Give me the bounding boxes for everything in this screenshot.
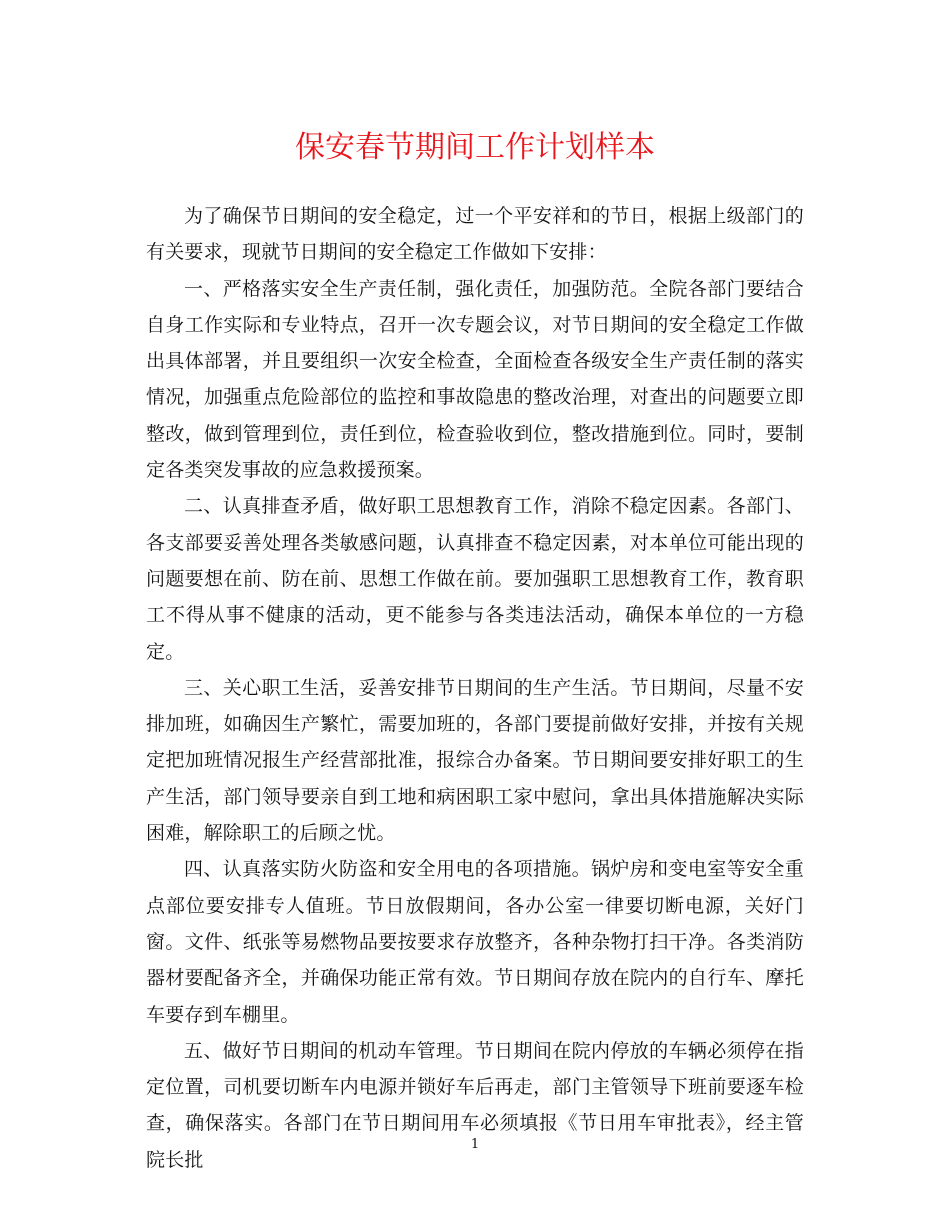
document-body xyxy=(146,198,804,1178)
paragraph-intro: 为了确保节日期间的安全稳定，过一个平安祥和的节日，根据上级部门的有关要求，现就节日期间的安全稳定工作做如下安排： xyxy=(146,205,804,264)
paragraph-section-2: 二、认真排查矛盾，做好职工思想教育工作，消除不稳定因素。各部门、各支部要妥善处理各类敏感问题，认真排查不稳定因素，对本单位可能出现的问题要想在前、防在前、思想工作做在前。要加强职工思想教育工作，教育职工不得从事不健康的活动，更不能参与各类违法活动，确保本单位的一方稳定。 xyxy=(146,495,804,663)
page-number: 1 xyxy=(470,1137,480,1152)
paragraph-section-3: 三、关心职工生活，妥善安排节日期间的生产生活。节日期间，尽量不安排加班，如确因生产繁忙，需要加班的，各部门要提前做好安排，并按有关规定把加班情况报生产经营部批准，报综合办备案。节日期间要安排好职工的生产生活，部门领导要亲自到工地和病困职工家中慰问，拿出具体措施解决实际困难，解除职工的后顾之忧。 xyxy=(146,676,804,845)
paragraph-section-4: 四、认真落实防火防盗和安全用电的各项措施。锅炉房和变电室等安全重点部位要安排专人值班。节日放假期间，各办公室一律要切断电源，关好门窗。文件、纸张等易燃物品要按要求存放整齐，各种杂物打扫干净。各类消防器材要配备齐全，并确保功能正常有效。节日期间存放在院内的自行车、摩托车要存到车棚里。 xyxy=(146,858,804,1026)
document-title: 保安春节期间工作计划样本 xyxy=(295,130,655,165)
paragraph-section-1: 一、严格落实安全生产责任制，强化责任，加强防范。全院各部门要结合自身工作实际和专业特点，召开一次专题会议，对节日期间的安全稳定工作做出具体部署，并且要组织一次安全检查，全面检查各级安全生产责任制的落实情况，加强重点危险部位的监控和事故隐患的整改治理，对查出的问题要立即整改，做到管理到位，责任到位，检查验收到位，整改措施到位。同时，要制定各类突发事故的应急救援预案。 xyxy=(146,277,804,482)
paragraph-section-5: 五、做好节日期间的机动车管理。节日期间在院内停放的车辆必须停在指定位置，司机要切断车内电源并锁好车后再走，部门主管领导下班前要逐车检查，确保落实。各部门在节日期间用车必须填报《节日用车审批表》，经主管院长批 xyxy=(146,1039,804,1171)
